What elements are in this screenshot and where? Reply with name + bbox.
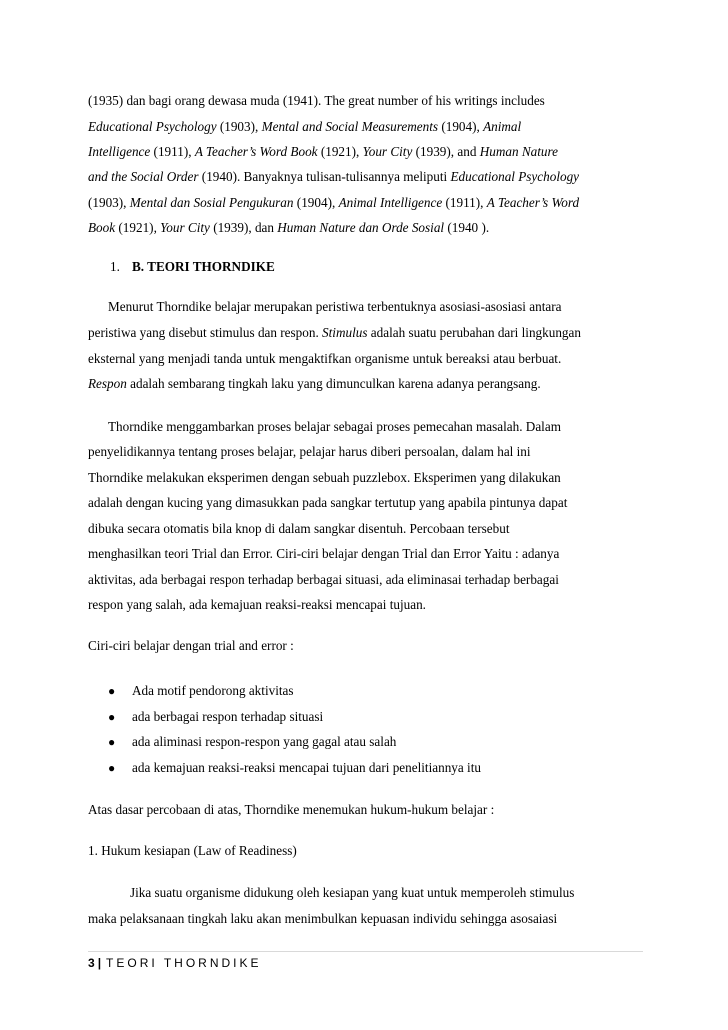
bullet-icon: ● — [108, 735, 116, 749]
para2-line3: eksternal yang menjadi tanda untuk mengaktifkan organisme untuk bereaksi atau berbuat. — [88, 351, 562, 366]
list-intro: Ciri-ciri belajar dengan trial and error : — [88, 638, 294, 653]
para2-line4: Respon adalah sembarang tingkah laku yang dimunculkan karena adanya perangsang. — [88, 376, 541, 391]
section-heading — [110, 259, 275, 275]
law1-line2: maka pelaksanaan tingkah laku akan menimbulkan kepuasan individu sehingga asosaiasi — [88, 911, 558, 926]
para3-line3: Thorndike melakukan eksperimen dengan sebuah puzzlebox. Eksperimen yang dilakukan — [88, 470, 561, 485]
para1-line5: (1903), Mental dan Sosial Pengukuran (1904), Animal Intelligence (1911), A Teacher’s Word — [88, 195, 580, 210]
para3-line2: penyelidikannya tentang proses belajar, pelajar harus diberi persoalan, dalam hal ini — [88, 444, 531, 459]
para2-line2: peristiwa yang disebut stimulus dan respon. Stimulus adalah suatu perubahan dari lingkungan — [88, 325, 581, 340]
footer-divider — [88, 951, 643, 952]
footer-title: TEORI THORNDIKE — [106, 956, 262, 970]
para1-line3: Intelligence (1911), A Teacher’s Word Book (1921), Your City (1939), and Human Nature — [88, 144, 558, 159]
para3-line1: Thorndike menggambarkan proses belajar sebagai proses pemecahan masalah. Dalam — [108, 419, 561, 434]
para1-line6: Book (1921), Your City (1939), dan Human Nature dan Orde Sosial (1940 ). — [88, 220, 490, 235]
heading-number: 1. — [110, 259, 120, 274]
para3-line6: menghasilkan teori Trial dan Error. Ciri-ciri belajar dengan Trial dan Error Yaitu : adanya — [88, 546, 560, 561]
list-item: ● ada kemajuan reaksi-reaksi mencapai tujuan dari penelitiannya itu — [108, 760, 481, 775]
list-item: ● ada berbagai respon terhadap situasi — [108, 709, 324, 724]
law1-line1: Jika suatu organisme didukung oleh kesiapan yang kuat untuk memperoleh stimulus — [130, 885, 575, 900]
para1-line4: and the Social Order (1940). Banyaknya tulisan-tulisannya meliputi Educational Psychology — [88, 169, 580, 184]
heading-text: B. TEORI THORNDIKE — [132, 259, 275, 274]
para2-line1: Menurut Thorndike belajar merupakan peristiwa terbentuknya asosiasi-asosiasi antara — [108, 299, 562, 314]
para3-line5: dibuka secara otomatis bila knop di dalam sangkar disentuh. Percobaan tersebut — [88, 521, 510, 536]
para3-line4: adalah dengan kucing yang dimasukkan pada sangkar tertutup yang apabila pintunya dapat — [88, 495, 568, 510]
bullet-icon: ● — [108, 761, 116, 775]
para1-line2: Educational Psychology (1903), Mental and Social Measurements (1904), Animal — [88, 119, 522, 134]
conclusion-text: Atas dasar percobaan di atas, Thorndike menemukan hukum-hukum belajar : — [88, 802, 495, 817]
list-item: ● ada aliminasi respon-respon yang gagal atau salah — [108, 734, 397, 749]
para3-line7: aktivitas, ada berbagai respon terhadap berbagai situasi, ada eliminasai terhadap berbagai — [88, 572, 559, 587]
bullet-icon: ● — [108, 684, 116, 698]
law1-title: 1. Hukum kesiapan (Law of Readiness) — [88, 843, 297, 858]
para1-line1: (1935) dan bagi orang dewasa muda (1941). The great number of his writings includes — [88, 93, 545, 108]
para3-line8: respon yang salah, ada kemajuan reaksi-reaksi mencapai tujuan. — [88, 597, 426, 612]
list-item: ● Ada motif pendorong aktivitas — [108, 683, 294, 698]
bullet-icon: ● — [108, 710, 116, 724]
page-footer — [88, 956, 262, 970]
footer-separator: | — [97, 956, 102, 970]
page-number: 3 — [88, 956, 95, 970]
